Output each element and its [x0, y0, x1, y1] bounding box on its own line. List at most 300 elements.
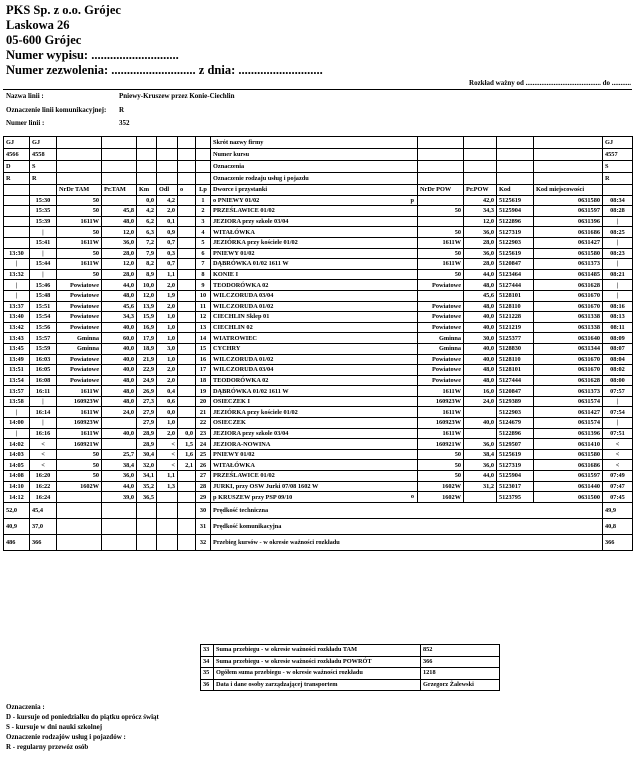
stop-row [4, 396, 633, 407]
speed-return: 28,0 [464, 237, 497, 248]
stop-number: 5 [196, 237, 211, 248]
blank-cell [157, 518, 178, 534]
kilometer: 7,9 [137, 248, 157, 259]
blank-cell [497, 173, 534, 185]
detour-distance: 1,5 [178, 439, 196, 450]
column-header-row [4, 185, 633, 196]
departure-time-course-1: 14:05 [4, 460, 30, 471]
road-number-return: 1611W [418, 428, 464, 439]
total-course-1: 40,9 [4, 518, 30, 534]
distance: 1,0 [157, 354, 178, 365]
blank-cell [102, 518, 137, 534]
speed-return: 48,0 [464, 301, 497, 312]
stop-name: DĄBRÓWKA 01/02 1611 W [213, 387, 289, 395]
stop-number: 26 [196, 460, 211, 471]
locality-code: 0631597 [534, 471, 603, 482]
road-number-return: 1611W [418, 259, 464, 270]
kilometer: 4,2 [137, 206, 157, 217]
stop-name-cell [211, 290, 418, 301]
kilometer: 21,9 [137, 354, 157, 365]
kilometer: 12,0 [137, 290, 157, 301]
departure-time-course-2: | [30, 396, 57, 407]
stop-number: 29 [196, 492, 211, 503]
departure-time-course-2: 15:41 [30, 237, 57, 248]
extract-number: Numer wypisu: ............................ [6, 48, 179, 62]
stop-marker: o [410, 493, 414, 501]
road-number-return: Powiatowe [418, 322, 464, 333]
road-number-return: 160923W [418, 396, 464, 407]
company-name: PKS Sp. z o.o. Grójec [6, 3, 121, 17]
column-header: Kod [497, 185, 534, 196]
speed-return: 48,0 [464, 365, 497, 376]
kilometer: 8,2 [137, 259, 157, 270]
speed-outbound: 28,0 [102, 269, 137, 280]
road-number-return: Powiatowe [418, 365, 464, 376]
detour-distance [178, 290, 196, 301]
line-number-label: Numer linii : [6, 119, 45, 127]
summary-number: 33 [201, 645, 214, 657]
course-2-info: S [30, 161, 57, 173]
blank-cell [534, 137, 603, 149]
speed-outbound: 48,0 [102, 290, 137, 301]
stop-row [4, 237, 633, 248]
summary-row [201, 645, 500, 657]
locality-code: 0631597 [534, 206, 603, 217]
departure-time-course-3: | [603, 280, 633, 291]
stop-name-cell [211, 439, 418, 450]
line-name-label: Nazwa linii : [6, 92, 44, 100]
blank-cell [102, 137, 137, 149]
departure-time-course-1: 14:02 [4, 439, 30, 450]
total-course-2: 37,0 [30, 518, 57, 534]
departure-time-course-1: | [4, 280, 30, 291]
stop-name: JEZIORA przy szkole 03/04 [213, 218, 289, 226]
stop-row [4, 428, 633, 439]
locality-code: 0631338 [534, 322, 603, 333]
speed-return: 36,0 [464, 227, 497, 238]
blank-cell [178, 161, 196, 173]
detour-distance [178, 269, 196, 280]
stop-name: PRZEŚLAWICE 01/02 [213, 472, 275, 480]
departure-time-course-3: | [603, 259, 633, 270]
kilometer: 17,9 [137, 333, 157, 344]
stop-row [4, 460, 633, 471]
stop-code: 5127319 [497, 227, 534, 238]
detour-distance [178, 237, 196, 248]
validity-period: Rozkład ważny od ........................................... do ........... [469, 79, 631, 87]
speed-return: 44,0 [464, 471, 497, 482]
total-course-3: 49,9 [603, 502, 633, 518]
locality-code: 0631427 [534, 237, 603, 248]
stop-number: 12 [196, 312, 211, 323]
detour-distance [178, 418, 196, 429]
kilometer: 13,9 [137, 301, 157, 312]
speed-return: 24,0 [464, 396, 497, 407]
departure-time-course-2: 15:54 [30, 312, 57, 323]
blank-cell [157, 173, 178, 185]
kilometer: 16,9 [137, 322, 157, 333]
departure-time-course-3: | [603, 396, 633, 407]
stop-number: 7 [196, 259, 211, 270]
departure-time-course-3: | [603, 418, 633, 429]
stop-name: DĄBRÓWKA 01/02 1611 W [213, 260, 289, 268]
stop-name: KONIE I [213, 271, 239, 279]
stop-row [4, 449, 633, 460]
total-course-3: 40,8 [603, 518, 633, 534]
blank-cell [102, 502, 137, 518]
departure-time-course-1: 14:12 [4, 492, 30, 503]
stop-name-cell [211, 269, 418, 280]
total-course-2: 45,4 [30, 502, 57, 518]
departure-time-course-2: 16:05 [30, 365, 57, 376]
summary-value: 852 [421, 645, 500, 657]
distance: 0,0 [157, 407, 178, 418]
speed-return: 36,0 [464, 460, 497, 471]
distance: 2,0 [157, 301, 178, 312]
departure-time-course-2: 15:35 [30, 206, 57, 217]
stop-number: 20 [196, 396, 211, 407]
departure-time-course-1: 13:37 [4, 301, 30, 312]
departure-time-course-2: 15:39 [30, 216, 57, 227]
departure-time-course-1 [4, 227, 30, 238]
blank-cell [196, 149, 211, 161]
stop-row [4, 354, 633, 365]
column-header: Pr.TAM [102, 185, 137, 196]
road-number-outbound: 50 [57, 471, 102, 482]
road-number-return: Powiatowe [418, 301, 464, 312]
column-header: Kod miejscowości [534, 185, 603, 196]
kilometer: 32,0 [137, 460, 157, 471]
departure-time-course-3: | [603, 237, 633, 248]
road-number-outbound: Gminna [57, 333, 102, 344]
departure-time-course-2: | [30, 227, 57, 238]
departure-time-course-2: | [30, 248, 57, 259]
course-2-info: 4558 [30, 149, 57, 161]
departure-time-course-2: 16:22 [30, 481, 57, 492]
departure-time-course-2: 15:57 [30, 333, 57, 344]
road-number-outbound: 160923W [57, 418, 102, 429]
road-number-outbound: 50 [57, 460, 102, 471]
stop-name-cell [211, 301, 418, 312]
blank-cell [178, 173, 196, 185]
speed-outbound: 39,0 [102, 492, 137, 503]
distance: 0,6 [157, 396, 178, 407]
road-number-return: 1602W [418, 492, 464, 503]
stop-number: 13 [196, 322, 211, 333]
stop-name-cell [211, 333, 418, 344]
departure-time-course-1: 13:43 [4, 333, 30, 344]
kilometer: 36,5 [137, 492, 157, 503]
speed-outbound: 40,0 [102, 322, 137, 333]
stop-name: WITAŁÓWKA [213, 228, 255, 236]
stop-row [4, 343, 633, 354]
stop-row [4, 269, 633, 280]
blank-cell [102, 161, 137, 173]
total-label: Prędkość techniczna [211, 502, 603, 518]
departure-time-course-2: 16:11 [30, 386, 57, 397]
stop-number: 6 [196, 248, 211, 259]
stop-name-cell [211, 492, 418, 503]
departure-time-course-2: 15:56 [30, 322, 57, 333]
blank-cell [157, 137, 178, 149]
blank-cell [178, 149, 196, 161]
departure-time-course-1: 13:54 [4, 375, 30, 386]
stop-name-cell [211, 259, 418, 270]
speed-return: 28,0 [464, 259, 497, 270]
legend-line: Oznaczenia : [6, 703, 45, 711]
column-header: o [178, 185, 196, 196]
departure-time-course-1 [4, 206, 30, 217]
total-course-1: 486 [4, 534, 30, 550]
detour-distance [178, 481, 196, 492]
speed-return: 44,0 [464, 269, 497, 280]
stop-number: 14 [196, 333, 211, 344]
road-number-return [418, 216, 464, 227]
column-header: NrDr TAM [57, 185, 102, 196]
kilometer: 28,9 [137, 428, 157, 439]
locality-code: 0631574 [534, 418, 603, 429]
stop-name: OSIECZEK [213, 419, 246, 427]
blank-cell [157, 161, 178, 173]
road-number-outbound: Powiatowe [57, 375, 102, 386]
road-number-return: 50 [418, 248, 464, 259]
summary-row [201, 679, 500, 691]
departure-time-course-1: 13:42 [4, 322, 30, 333]
detour-distance [178, 227, 196, 238]
blank-cell [603, 185, 633, 196]
blank-cell [464, 137, 497, 149]
road-number-return: 1611W [418, 407, 464, 418]
stop-row [4, 248, 633, 259]
speed-outbound: 34,3 [102, 312, 137, 323]
stop-name: PNIEWY 01/02 [213, 249, 255, 257]
detour-distance: 0,0 [178, 428, 196, 439]
stop-row [4, 301, 633, 312]
kilometer: 0,0 [137, 195, 157, 206]
stop-code: 5122903 [497, 237, 534, 248]
speed-outbound: 40,0 [102, 428, 137, 439]
departure-time-course-3: 08:23 [603, 248, 633, 259]
info-label: Skrót nazwy firmy [211, 137, 418, 149]
blank-cell [497, 137, 534, 149]
departure-time-course-1: 14:00 [4, 418, 30, 429]
road-number-return: 50 [418, 227, 464, 238]
blank-cell [418, 161, 464, 173]
departure-time-course-3: 08:00 [603, 375, 633, 386]
stop-name: p KRUSZEW przy PSP 09/10 [213, 493, 293, 501]
locality-code: 0631580 [534, 449, 603, 460]
stop-code: 5122903 [497, 407, 534, 418]
distance: 1,1 [157, 471, 178, 482]
blank-cell [534, 173, 603, 185]
road-number-return: Gminna [418, 333, 464, 344]
departure-time-course-3: 07:49 [603, 471, 633, 482]
departure-time-course-2: 15:59 [30, 343, 57, 354]
road-number-outbound: Powiatowe [57, 354, 102, 365]
speed-return: 16,0 [464, 386, 497, 397]
departure-time-course-3: < [603, 439, 633, 450]
departure-time-course-1: 14:10 [4, 481, 30, 492]
distance: < [157, 460, 178, 471]
locality-code: 0631344 [534, 343, 603, 354]
stop-code: 5129389 [497, 396, 534, 407]
locality-code: 0631640 [534, 333, 603, 344]
road-number-outbound: Powiatowe [57, 290, 102, 301]
speed-return: 30,0 [464, 333, 497, 344]
info-label: Numer kursu [211, 149, 418, 161]
detour-distance [178, 396, 196, 407]
course-3-info: 4557 [603, 149, 633, 161]
speed-outbound: 12,0 [102, 227, 137, 238]
total-course-1: 52,0 [4, 502, 30, 518]
departure-time-course-2: 15:51 [30, 301, 57, 312]
road-number-outbound: 50 [57, 227, 102, 238]
line-name: Pniewy-Kruszew przez Konie-Ciechlin [119, 92, 235, 100]
stop-number: 15 [196, 343, 211, 354]
locality-code: 0631440 [534, 481, 603, 492]
speed-outbound: 44,0 [102, 280, 137, 291]
distance: 1,0 [157, 333, 178, 344]
detour-distance [178, 280, 196, 291]
summary-label: Data i dane osoby zarządzającej transportem [214, 679, 421, 691]
stop-code: 5128101 [497, 290, 534, 301]
stop-code: 5125904 [497, 471, 534, 482]
departure-time-course-2: 15:44 [30, 259, 57, 270]
blank-cell [57, 137, 102, 149]
blank-cell [464, 161, 497, 173]
stop-name: JEZIORA przy szkole 03/04 [213, 429, 289, 437]
stop-number: 21 [196, 407, 211, 418]
timetable-table [3, 136, 633, 551]
departure-time-course-2: 15:30 [30, 195, 57, 206]
kilometer: 34,1 [137, 471, 157, 482]
stop-name-cell [211, 354, 418, 365]
departure-time-course-1 [4, 237, 30, 248]
stop-code: 5123795 [497, 492, 534, 503]
road-number-outbound: 1611W [57, 259, 102, 270]
stop-name: CYCHRY [213, 345, 241, 353]
road-number-outbound: 1602W [57, 481, 102, 492]
speed-return: 45,6 [464, 290, 497, 301]
locality-code: 0631373 [534, 259, 603, 270]
distance: < [157, 439, 178, 450]
stop-code: 5125619 [497, 248, 534, 259]
blank-cell [178, 534, 196, 550]
speed-outbound: 40,0 [102, 354, 137, 365]
column-header: Odl [157, 185, 178, 196]
stop-code: 5124679 [497, 418, 534, 429]
departure-time-course-2: | [30, 418, 57, 429]
blank-cell [102, 534, 137, 550]
blank-cell [418, 149, 464, 161]
road-number-return: Gminna [418, 343, 464, 354]
stop-row [4, 481, 633, 492]
column-header: Lp [196, 185, 211, 196]
course-1-info: 4566 [4, 149, 30, 161]
stop-row [4, 492, 633, 503]
departure-time-course-3: 07:54 [603, 407, 633, 418]
departure-time-course-1: | [4, 290, 30, 301]
summary-number: 34 [201, 656, 214, 668]
departure-time-course-2: 15:46 [30, 280, 57, 291]
distance: 1,0 [157, 322, 178, 333]
blank-cell [137, 173, 157, 185]
stop-name-cell [211, 396, 418, 407]
speed-return [464, 428, 497, 439]
road-number-outbound [57, 492, 102, 503]
road-number-return: 50 [418, 206, 464, 217]
line-designation-label: Oznaczenie linii komunikacyjnej: [6, 106, 107, 114]
course-2-info: GJ [30, 137, 57, 149]
legend-line: R - regularny przewóz osób [6, 743, 89, 751]
stop-name: o PNIEWY 01/02 [213, 196, 260, 204]
summary-number: 36 [201, 679, 214, 691]
stop-name: WILCZORUDA 03/04 [213, 366, 274, 374]
road-number-outbound: 50 [57, 206, 102, 217]
distance: 4,2 [157, 195, 178, 206]
departure-time-course-2: < [30, 460, 57, 471]
stop-name: JEZIÓRKA przy kościele 01/02 [213, 408, 298, 416]
stop-row [4, 312, 633, 323]
detour-distance [178, 407, 196, 418]
stop-name: WILCZORUDA 01/02 [213, 355, 274, 363]
distance: 1,0 [157, 418, 178, 429]
stop-code: 5128110 [497, 301, 534, 312]
departure-time-course-3: 08:13 [603, 312, 633, 323]
stop-code: 5120847 [497, 386, 534, 397]
speed-outbound: 48,0 [102, 386, 137, 397]
stop-name-cell [211, 428, 418, 439]
blank-cell [157, 502, 178, 518]
speed-return: 40,0 [464, 418, 497, 429]
info-label: Oznaczenie rodzaju usług i pojazdu [211, 173, 418, 185]
blank-cell [57, 534, 102, 550]
blank-cell [4, 185, 30, 196]
distance: 0,9 [157, 227, 178, 238]
speed-outbound: 36,0 [102, 237, 137, 248]
road-number-outbound: 1611W [57, 428, 102, 439]
departure-time-course-3: 07:47 [603, 481, 633, 492]
blank-cell [137, 534, 157, 550]
stop-row [4, 333, 633, 344]
blank-cell [178, 137, 196, 149]
locality-code: 0631396 [534, 216, 603, 227]
departure-time-course-3: 08:34 [603, 195, 633, 206]
road-number-outbound: 160921W [57, 439, 102, 450]
stop-number: 9 [196, 280, 211, 291]
locality-code: 0631427 [534, 407, 603, 418]
stop-row [4, 418, 633, 429]
road-number-outbound: 1611W [57, 237, 102, 248]
summary-value: 1218 [421, 668, 500, 680]
blank-cell [102, 173, 137, 185]
road-number-outbound: 1611W [57, 216, 102, 227]
locality-code: 0631338 [534, 312, 603, 323]
distance: 2,0 [157, 428, 178, 439]
road-number-return: 160921W [418, 439, 464, 450]
stop-marker: p [410, 196, 414, 204]
stop-code: 5122896 [497, 428, 534, 439]
blank-cell [102, 149, 137, 161]
kilometer: 30,4 [137, 449, 157, 460]
road-number-return [418, 195, 464, 206]
departure-time-course-3: | [603, 216, 633, 227]
total-number: 32 [196, 534, 211, 550]
departure-time-course-2: | [30, 269, 57, 280]
course-info-row [4, 161, 633, 173]
kilometer: 28,9 [137, 439, 157, 450]
departure-time-course-1 [4, 195, 30, 206]
